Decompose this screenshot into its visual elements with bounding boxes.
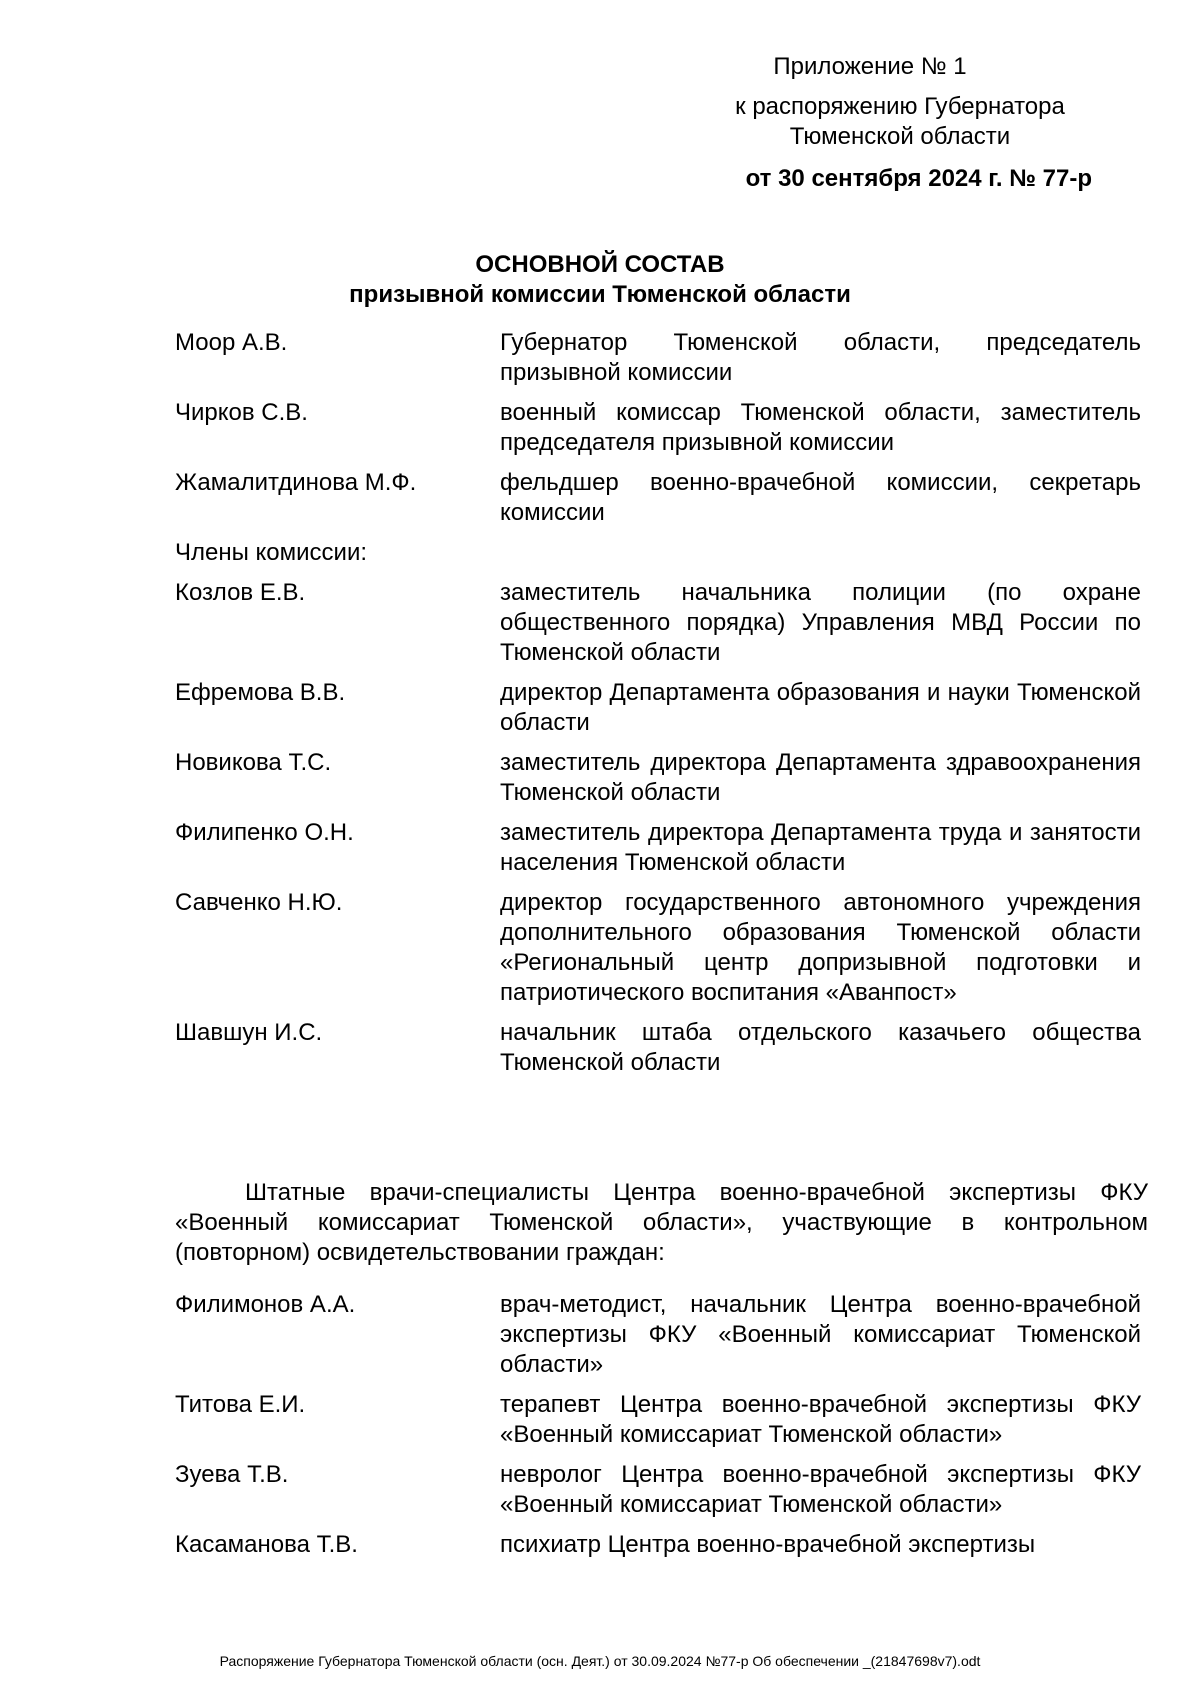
list-item [175,1018,1141,1078]
title-line-2: призывной комиссии Тюменской области [349,281,851,308]
order-reference: к распоряжению Губернатора [735,93,1065,120]
doctor-name: Касаманова Т.В. [175,1531,358,1558]
member-name: Филипенко О.Н. [175,819,354,846]
list-item [175,818,1141,878]
member-name: Моор А.В. [175,329,288,356]
list-item [175,1290,1141,1380]
member-name: Козлов Е.В. [175,579,306,606]
list-item [175,1390,1141,1450]
list-item [175,1530,1141,1560]
member-role: начальник штаба отдельского казачьего общества Тюменской области [500,1019,1141,1076]
doctor-role: врач-методист, начальник Центра военно-врачебной экспертизы ФКУ «Военный комиссариат Тюменской области» [500,1291,1141,1378]
list-item [175,748,1141,808]
region-name: Тюменской области [789,123,1011,150]
member-name: Шавшун И.С. [175,1019,323,1046]
list-item [175,468,1141,528]
member-role: заместитель директора Департамента здравоохранения Тюменской области [500,749,1141,806]
doctor-role: терапевт Центра военно-врачебной экспертизы ФКУ «Военный комиссариат Тюменской области» [500,1391,1141,1448]
member-role: военный комиссар Тюменской области, заместитель председателя призывной комиссии [500,399,1141,456]
doctor-role: невролог Центра военно-врачебной экспертизы ФКУ «Военный комиссариат Тюменской области» [500,1461,1141,1518]
appendix-number: Приложение № 1 [773,53,967,80]
members-label: Члены комиссии: [175,539,368,566]
doctor-name: Зуева Т.В. [175,1461,289,1488]
title-line-1: ОСНОВНОЙ СОСТАВ [475,251,725,278]
member-name: Новикова Т.С. [175,749,332,776]
member-name: Чирков С.В. [175,399,308,426]
member-name: Савченко Н.Ю. [175,889,343,916]
list-item [175,578,1141,668]
list-item [175,678,1141,738]
document-header [700,52,1100,194]
member-role: Губернатор Тюменской области, председатель призывной комиссии [500,329,1141,386]
doctor-name: Филимонов А.А. [175,1291,356,1318]
list-item [175,1460,1141,1520]
member-name: Ефремова В.В. [175,679,346,706]
doctor-name: Титова Е.И. [175,1391,306,1418]
member-name: Жамалитдинова М.Ф. [175,469,417,496]
list-item [175,888,1141,1008]
member-role: директор Департамента образования и науки Тюменской области [500,679,1141,736]
commission-list [175,328,1141,1088]
member-role: заместитель директора Департамента труда и занятости населения Тюменской области [500,819,1141,876]
list-item [175,398,1141,458]
doctors-list [175,1290,1141,1570]
member-role: заместитель начальника полиции (по охране общественного порядка) Управления МВД России по Тюменской области [500,579,1141,666]
order-date-number: от 30 сентября 2024 г. № 77-р [745,165,1092,192]
doctor-role: психиатр Центра военно-врачебной экспертизы [500,1531,1036,1558]
list-item [175,328,1141,388]
member-role: директор государственного автономного учреждения дополнительного образования Тюменской области «Региональный центр допризывной подготовки и патриотического воспитания «Аванпост» [500,889,1141,1006]
document-footer: Распоряжение Губернатора Тюменской области (осн. Деят.) от 30.09.2024 №77-р Об обеспечении _(21847698v7).odt [219,1653,981,1669]
member-role: фельдшер военно-врачебной комиссии, секретарь комиссии [500,469,1141,526]
doctors-paragraph: Штатные врачи-специалисты Центра военно-врачебной экспертизы ФКУ «Военный комиссариат Тюменской области», участвующие в контрольном (повторном) освидетельствовании граждан: [175,1179,1148,1266]
document-title [0,250,1200,310]
